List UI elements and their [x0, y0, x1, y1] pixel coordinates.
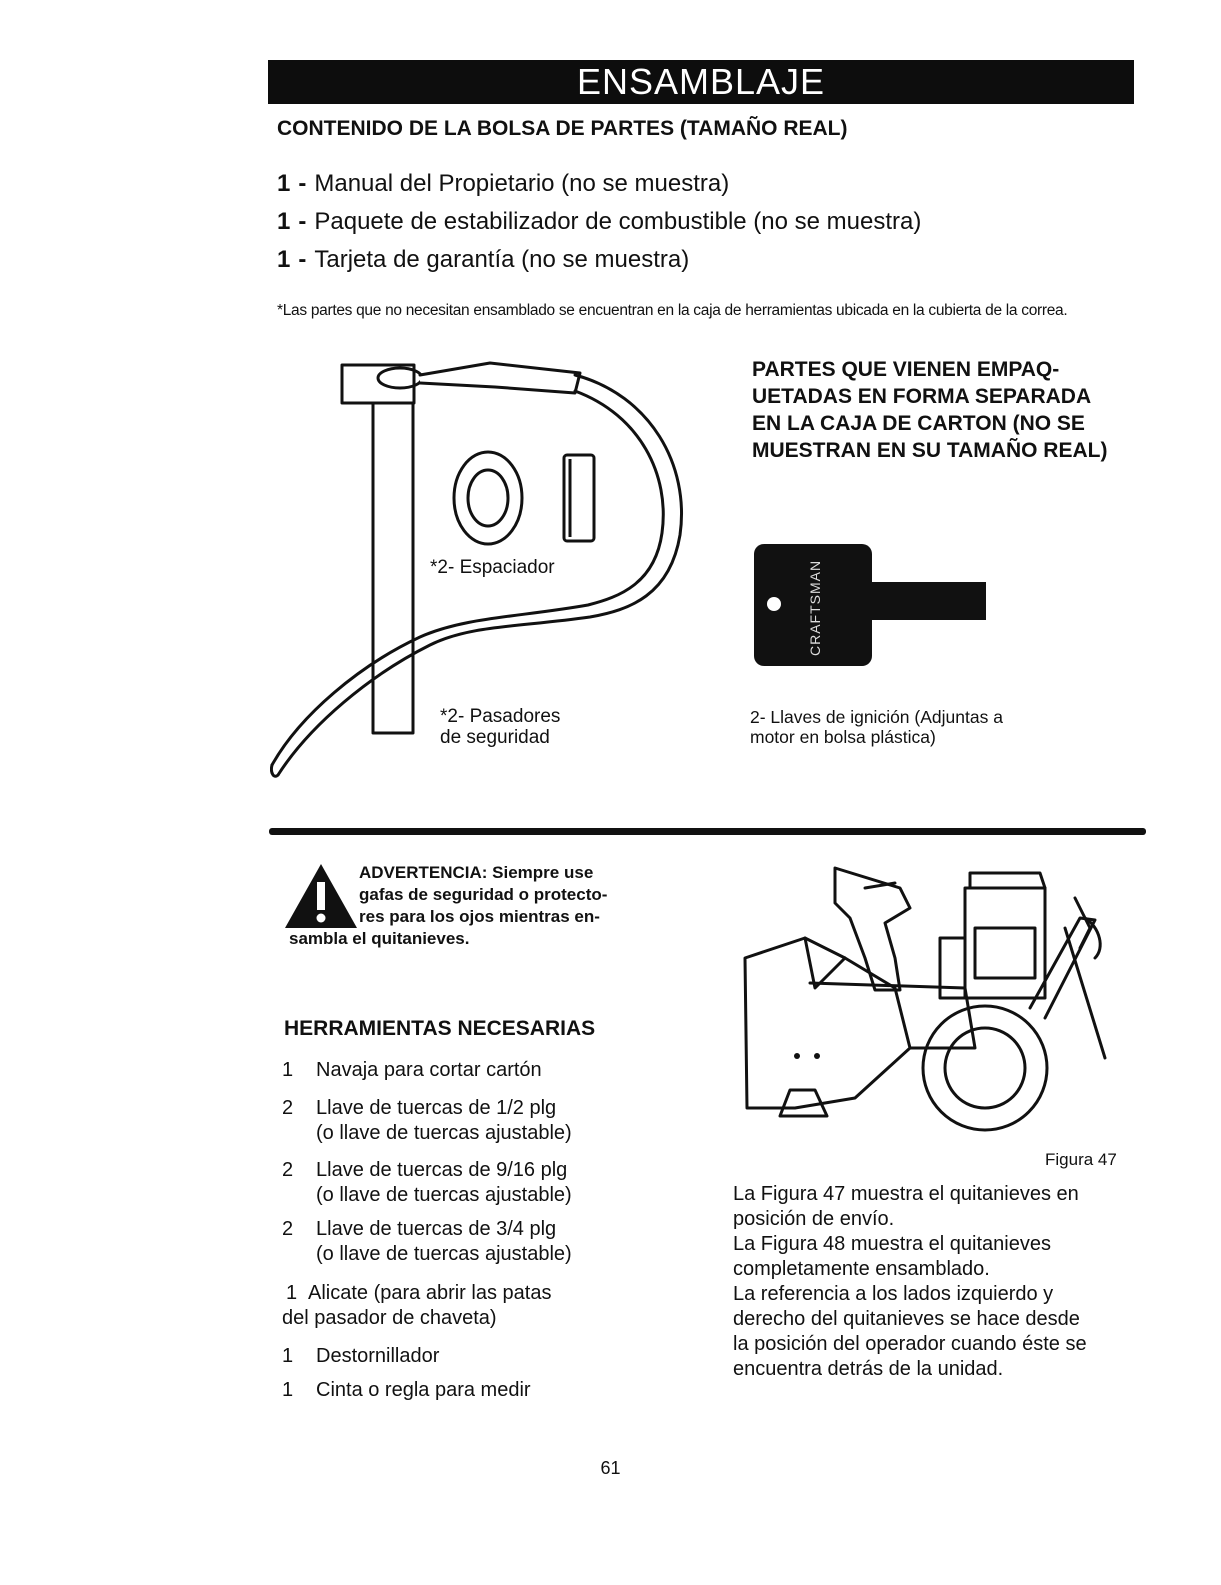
description-line: la posición del operador cuando éste se: [733, 1333, 1087, 1355]
figure-caption: Figura 47: [1045, 1150, 1117, 1169]
tool-qty: 1: [286, 1282, 298, 1304]
bag-item: [277, 170, 729, 198]
bag-item: [277, 246, 689, 274]
wheel-shape: [923, 1006, 1047, 1130]
heading-line: UETADAS EN FORMA SEPARADA: [752, 385, 1092, 408]
bag-item-dash: -: [298, 246, 307, 273]
tool-text: Navaja para cortar cartón: [316, 1059, 542, 1081]
section-banner: ENSAMBLAJE: [268, 60, 1134, 104]
pins-label-line1: *2- Pasadores: [440, 706, 561, 727]
tool-text: Alicate (para abrir las patas: [308, 1282, 552, 1304]
pin-head-shape: [342, 365, 414, 403]
tool-subtext: del pasador de chaveta): [282, 1307, 497, 1329]
ignition-key-illustration: [752, 540, 992, 670]
warning-text: [289, 862, 659, 950]
tool-item: [282, 1378, 531, 1403]
heading-line: EN LA CAJA DE CARTON (NO SE: [752, 412, 1085, 435]
bag-item-dash: -: [298, 170, 307, 197]
auger-housing-shape: [745, 938, 910, 1108]
bag-item-qty: 1: [277, 208, 291, 235]
pins-label-line2: de seguridad: [440, 727, 550, 748]
key-caption-line1: 2- Llaves de ignición (Adjuntas a: [750, 707, 1003, 727]
spacer-shape: [454, 452, 594, 544]
description-line: encuentra detrás de la unidad.: [733, 1358, 1004, 1380]
bag-item-dash: -: [298, 208, 307, 235]
tool-qty: 1: [282, 1345, 294, 1367]
description-line: posición de envío.: [733, 1208, 895, 1230]
tools-title: HERRAMIENTAS NECESARIAS: [284, 1017, 596, 1040]
tool-qty: 2: [282, 1097, 294, 1119]
key-blade-shape: [870, 582, 986, 620]
bag-item-text: Manual del Propietario (no se muestra): [314, 170, 730, 197]
key-hole-shape: [767, 597, 781, 611]
bag-item-qty: 1: [277, 170, 291, 197]
description-line: derecho del quitanieves se hace desde: [733, 1308, 1080, 1330]
warning-line: res para los ojos mientras en-: [359, 907, 600, 926]
figure-description: [733, 1182, 1143, 1382]
tool-item: [282, 1096, 572, 1146]
bag-item-qty: 1: [277, 246, 291, 273]
heading-line: PARTES QUE VIENEN EMPAQ-: [752, 358, 1060, 381]
tool-item: [282, 1281, 551, 1331]
section-divider: [269, 828, 1146, 835]
bag-item-text: Paquete de estabilizador de combustible (no se muestra): [314, 208, 922, 235]
tool-item: [282, 1344, 439, 1369]
tool-text: Cinta o regla para medir: [316, 1379, 531, 1401]
tool-qty: 1: [282, 1379, 294, 1401]
tool-subtext: (o llave de tuercas ajustable): [316, 1243, 572, 1265]
parts-illustration: [270, 355, 700, 795]
description-line: La Figura 47 muestra el quitanieves en: [733, 1183, 1079, 1205]
heading-line: MUESTRAN EN SU TAMAÑO REAL): [752, 439, 1108, 462]
warning-line: ADVERTENCIA: Siempre use: [359, 863, 594, 882]
pin-shaft-shape: [373, 403, 413, 733]
tool-subtext: (o llave de tuercas ajustable): [316, 1122, 572, 1144]
warning-line: gafas de seguridad o protecto-: [359, 885, 608, 904]
page-number: 61: [600, 1458, 621, 1478]
spacer-label: *2- Espaciador: [430, 557, 555, 578]
bag-item: [277, 208, 921, 236]
tool-text: Llave de tuercas de 3/4 plg: [316, 1218, 557, 1240]
tool-item: [282, 1217, 572, 1267]
bag-item-text: Tarjeta de garantía (no se muestra): [314, 246, 690, 273]
description-line: completamente ensamblado.: [733, 1258, 990, 1280]
key-caption-line2: motor en bolsa plástica): [750, 727, 936, 747]
description-line: La referencia a los lados izquierdo y: [733, 1283, 1054, 1305]
tool-qty: 2: [282, 1159, 294, 1181]
snowthrower-illustration: [735, 858, 1120, 1158]
tool-item: [282, 1058, 542, 1083]
description-line: La Figura 48 muestra el quitanieves: [733, 1233, 1051, 1255]
tool-text: Llave de tuercas de 9/16 plg: [316, 1159, 568, 1181]
pin-handle-shape: [420, 363, 580, 393]
tool-subtext: (o llave de tuercas ajustable): [316, 1184, 572, 1206]
tool-qty: 2: [282, 1218, 294, 1240]
key-brand-text: CRAFTSMAN: [807, 559, 823, 656]
assembly-note: *Las partes que no necesitan ensamblado se encuentran en la caja de herramientas ubicada en la cubierta de la correa.: [277, 302, 1068, 319]
separate-parts-heading: [752, 356, 1172, 464]
tool-text: Destornillador: [316, 1345, 440, 1367]
warning-line: sambla el quitanieves.: [289, 929, 470, 948]
engine-shape: [965, 888, 1045, 998]
bag-contents-title: CONTENIDO DE LA BOLSA DE PARTES (TAMAÑO REAL): [277, 117, 848, 140]
tool-qty: 1: [282, 1059, 294, 1081]
tool-item: [282, 1158, 572, 1208]
tool-text: Llave de tuercas de 1/2 plg: [316, 1097, 557, 1119]
